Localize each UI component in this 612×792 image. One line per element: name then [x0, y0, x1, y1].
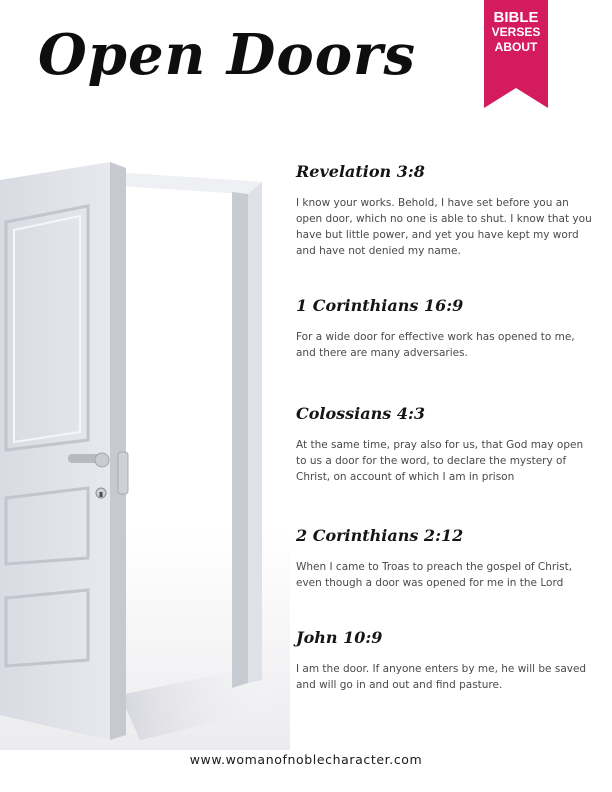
verse-reference: Colossians 4:3 [296, 404, 425, 423]
verse-reference: Revelation 3:8 [296, 162, 425, 181]
verse-reference: John 10:9 [296, 628, 383, 647]
ribbon-line-bible: BIBLE [493, 9, 539, 26]
website-footer: www.womanofnoblecharacter.com [189, 752, 423, 767]
verse-reference: 2 Corinthians 2:12 [296, 526, 464, 545]
verse-text: I am the door. If anyone enters by me, he will be saved and will go in and out and find pasture. [296, 663, 587, 691]
verse-item [296, 296, 592, 361]
verse-text: For a wide door for effective work has opened to me, and there are many adversaries. [296, 331, 575, 359]
verse-text: At the same time, pray also for us, that God may open to us a door for the word, to declare the mystery of Christ, on account of which I am in prison [296, 439, 584, 483]
bible-verses-about-ribbon [484, 0, 548, 108]
ribbon-line-verses: VERSES [491, 25, 541, 39]
page-title: Open Doors [38, 22, 417, 88]
verse-text: I know your works. Behold, I have set before you an open door, which no one is able to shut. I know that you have but little power, and yet you have kept my word and have not denied my name. [296, 197, 592, 257]
verse-item [296, 404, 592, 485]
verse-item [296, 628, 592, 693]
ribbon-line-about: ABOUT [494, 40, 538, 54]
verse-item [296, 526, 592, 591]
verse-reference: 1 Corinthians 16:9 [296, 296, 464, 315]
verse-text: When I came to Troas to preach the gospel of Christ, even though a door was opened for me in the Lord [296, 561, 573, 589]
verse-item [296, 162, 592, 259]
open-door-illustration [0, 150, 290, 750]
